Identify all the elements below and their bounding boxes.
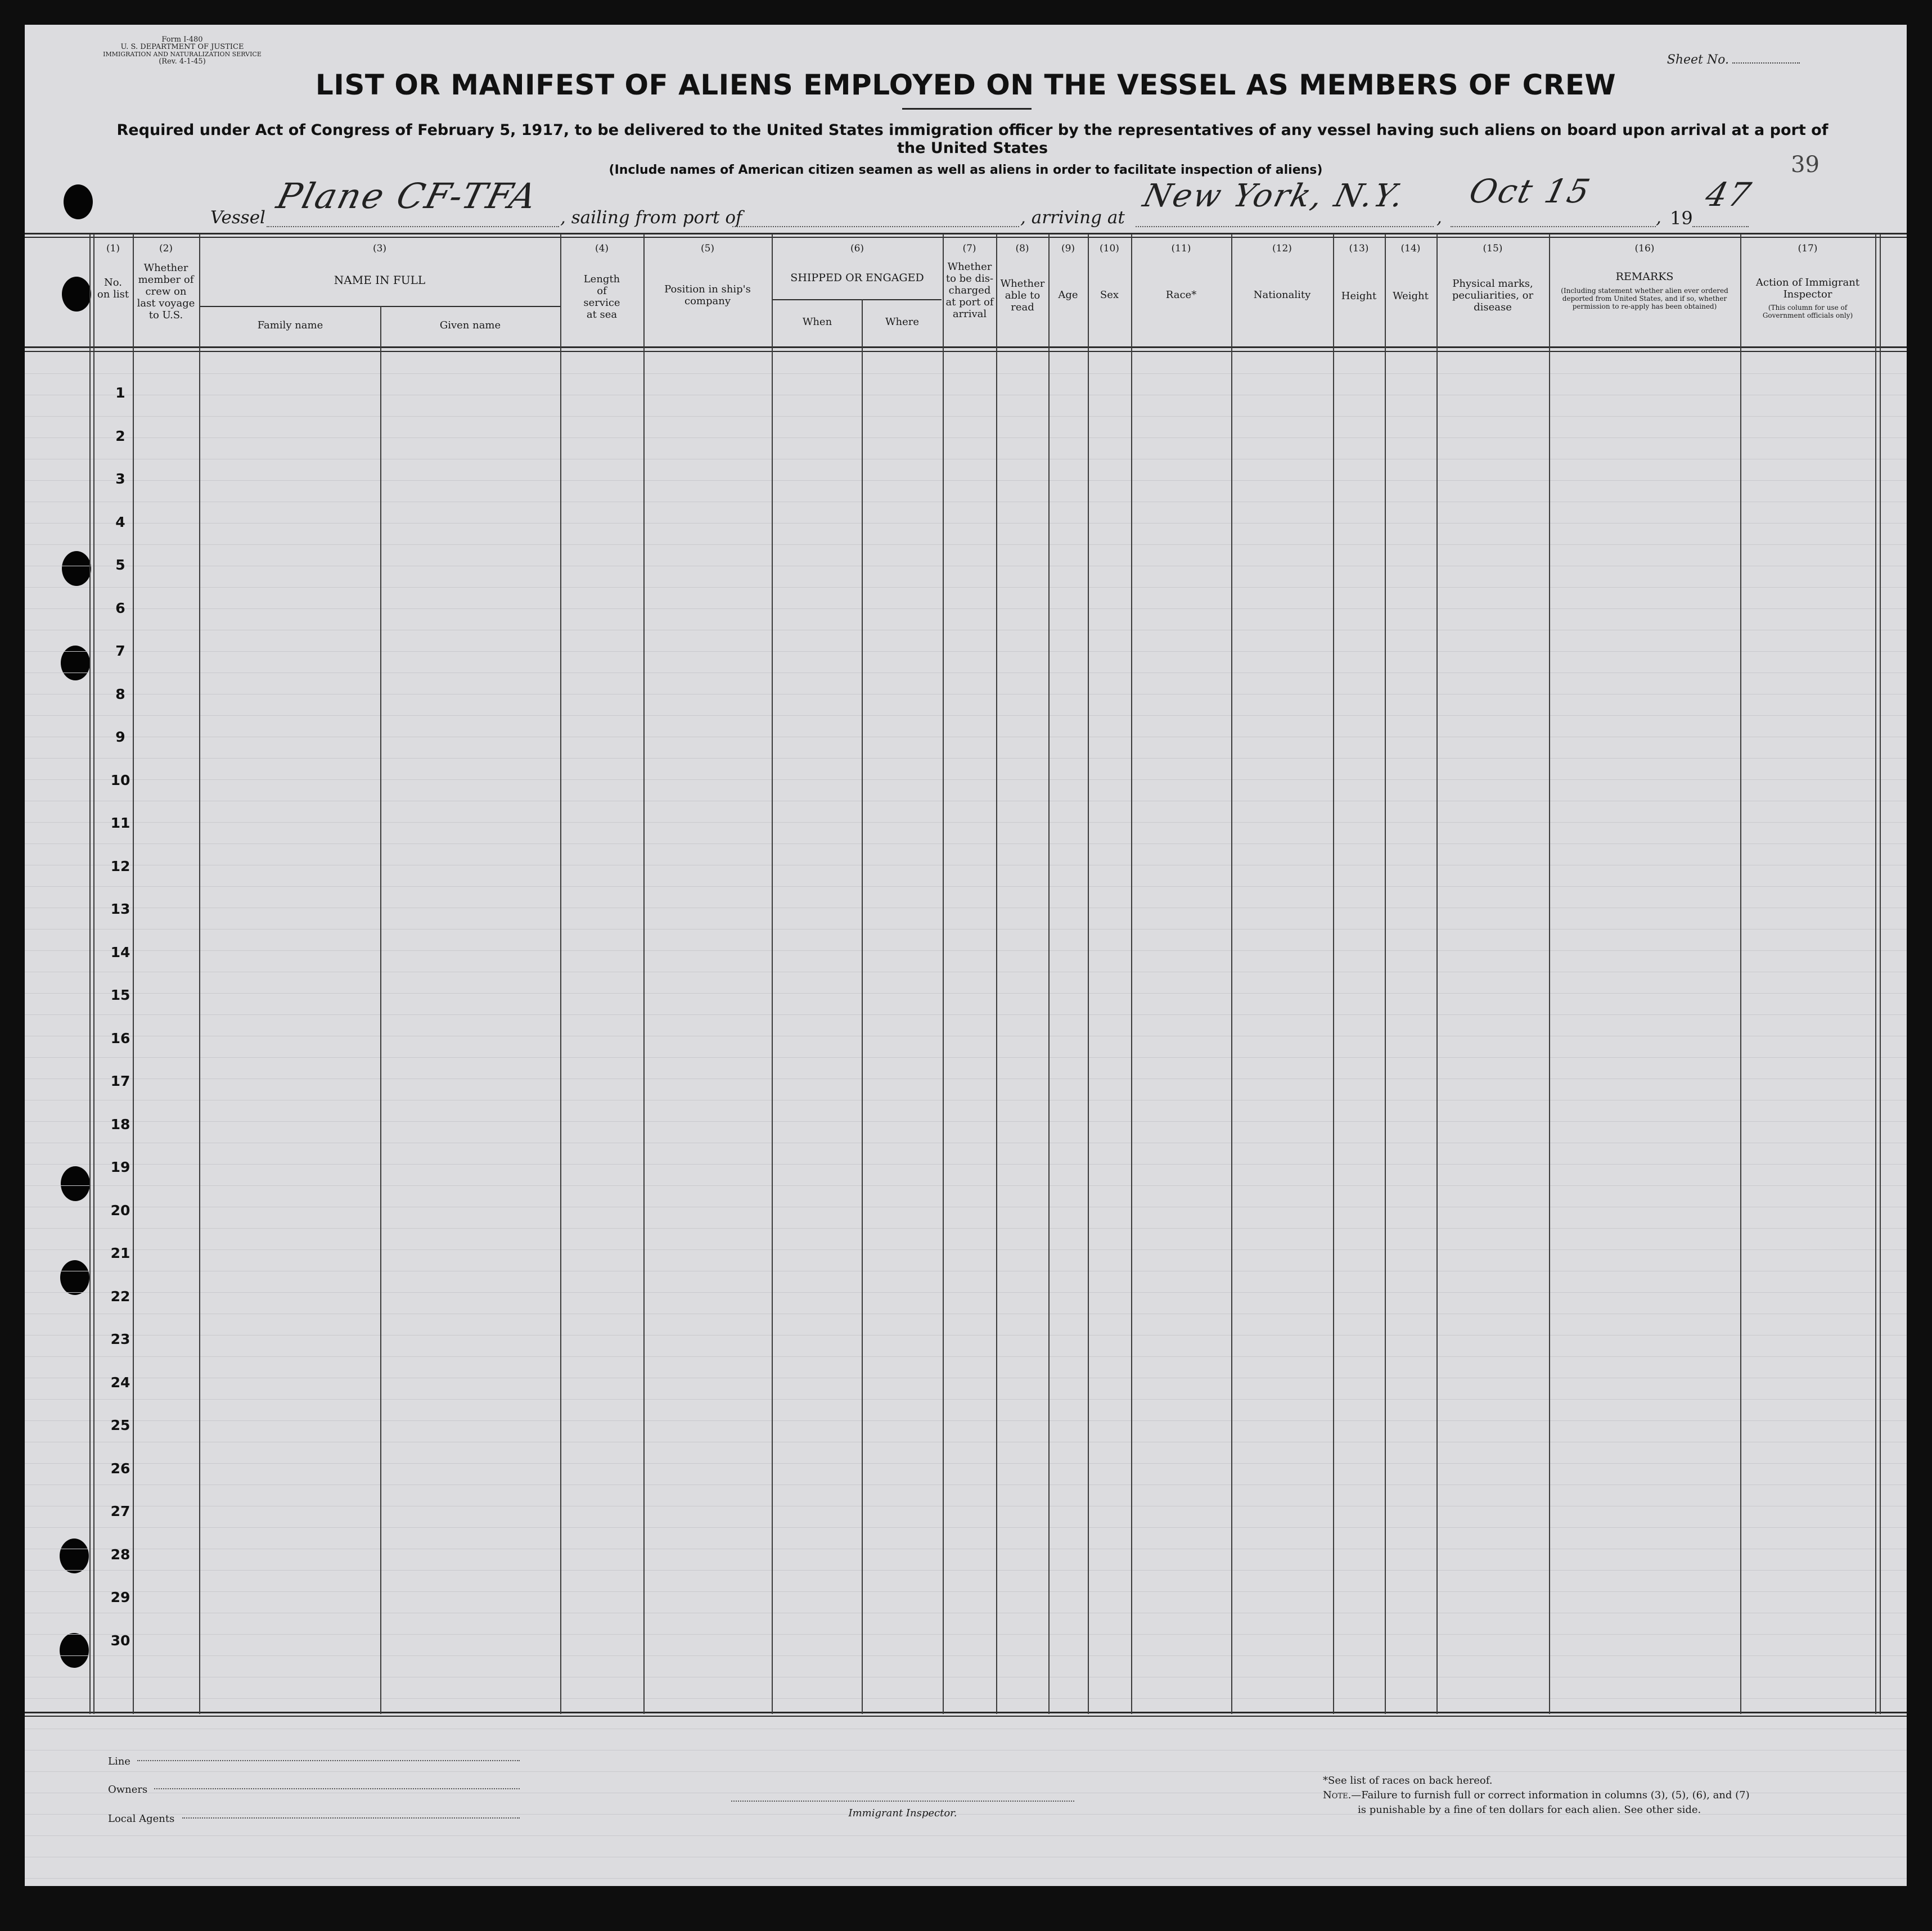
col-divider <box>93 234 94 1714</box>
page-title: LIST OR MANIFEST OF ALIENS EMPLOYED ON THE VESSEL AS MEMBERS OF CREW <box>315 69 1616 101</box>
ruled-line <box>25 1249 1907 1250</box>
col12-number: (12) <box>1272 243 1292 254</box>
vessel-value: Plane CF-TFA <box>272 175 543 216</box>
ruled-line <box>25 523 1907 524</box>
shipped-subheader-rule <box>773 299 942 300</box>
penalty-note-line2: is punishable by a fine of ten dollars for each alien. See other side. <box>1358 1804 1701 1816</box>
ruled-line <box>25 779 1907 780</box>
vessel-label: Vessel <box>210 207 265 228</box>
ruled-line <box>25 1335 1907 1336</box>
col16-number: (16) <box>1634 243 1655 254</box>
row-number: 28 <box>110 1546 130 1563</box>
col3-family-header: Family name <box>257 319 323 331</box>
col-divider <box>643 234 645 1714</box>
col6-number: (6) <box>850 243 864 254</box>
row-number: 23 <box>110 1331 130 1347</box>
col-divider <box>1875 234 1876 1714</box>
ruled-line <box>25 544 1907 545</box>
col17-number: (17) <box>1798 243 1818 254</box>
row-number: 22 <box>110 1288 130 1305</box>
ruled-line <box>25 1655 1907 1656</box>
note-label: Note. <box>1323 1789 1352 1801</box>
form-identifier <box>98 36 267 65</box>
table-top-rule-2 <box>25 237 1907 238</box>
col-divider <box>1880 234 1881 1714</box>
ruled-line <box>25 373 1907 374</box>
col15-header: Physical marks, peculiarities, or disease <box>1452 278 1534 313</box>
col2-header: Whether member of crew on last voyage to U.S. <box>137 262 195 321</box>
punch-hole <box>62 277 91 312</box>
col5-number: (5) <box>700 243 715 254</box>
date-value: Oct 15 <box>1465 172 1596 210</box>
col-divider <box>1436 234 1438 1714</box>
punch-hole <box>60 1260 89 1295</box>
col14-number: (14) <box>1400 243 1421 254</box>
row-number: 21 <box>110 1245 130 1261</box>
ruled-line <box>25 843 1907 844</box>
col3-number: (3) <box>372 243 387 254</box>
col2-number: (2) <box>159 243 173 254</box>
punch-hole <box>60 1539 89 1573</box>
row-number: 14 <box>110 944 130 960</box>
year-comma: , <box>1656 207 1661 228</box>
manifest-page <box>25 25 1907 1886</box>
col8-header: Whether able to read <box>1000 278 1045 313</box>
row-number: 6 <box>115 599 125 616</box>
ruled-line <box>25 1185 1907 1186</box>
ruled-line <box>25 437 1907 438</box>
page-subtitle: Required under Act of Congress of February 5, 1917, to be delivered to the United States immigration officer by the representatives of any vessel having such aliens on board upon arrival at a port of the United States <box>116 121 1829 157</box>
row-number: 7 <box>115 643 125 659</box>
row-number: 26 <box>110 1460 130 1477</box>
sheet-number-field <box>1667 53 1800 67</box>
punch-hole <box>61 1166 90 1201</box>
punch-hole <box>64 184 93 219</box>
col-divider <box>943 234 944 1714</box>
form-agency: U. S. DEPARTMENT OF JUSTICE <box>120 43 244 51</box>
arriving-value: New York, N.Y. <box>1139 178 1409 214</box>
table-bottom-rule <box>25 1712 1907 1713</box>
penalty-note <box>1323 1788 1750 1802</box>
col-divider <box>89 234 91 1714</box>
col6-header: SHIPPED OR ENGAGED <box>790 272 924 284</box>
col-divider <box>1048 234 1050 1714</box>
col12-header: Nationality <box>1253 289 1311 301</box>
col7-header: Whether to be dis-charged at port of arrival <box>945 261 994 320</box>
col-divider <box>1088 234 1089 1714</box>
table-bottom-rule-2 <box>25 1716 1907 1717</box>
ruled-line <box>25 822 1907 823</box>
col3-given-header: Given name <box>439 319 501 331</box>
ruled-line <box>25 929 1907 930</box>
table-top-rule <box>25 233 1907 234</box>
form-service: IMMIGRATION AND NATURALIZATION SERVICE <box>103 51 262 58</box>
footer-line-field <box>137 1760 520 1761</box>
col3-header: NAME IN FULL <box>334 273 426 287</box>
col-divider <box>1333 234 1334 1714</box>
ruled-line <box>25 950 1907 951</box>
col15-number: (15) <box>1483 243 1503 254</box>
races-note: *See list of races on back hereof. <box>1323 1775 1493 1786</box>
col16-header: REMARKS <box>1615 270 1674 283</box>
ruled-line <box>25 758 1907 759</box>
row-number: 12 <box>110 858 130 874</box>
col-divider <box>1385 234 1386 1714</box>
sailing-label: , sailing from port of <box>560 207 742 228</box>
ruled-line <box>25 1835 1907 1836</box>
col7-number: (7) <box>962 243 976 254</box>
ruled-line <box>25 1420 1907 1421</box>
col-divider <box>1231 234 1232 1714</box>
row-number: 29 <box>110 1589 130 1605</box>
row-number: 30 <box>110 1632 130 1649</box>
ruled-line <box>25 1527 1907 1528</box>
row-number: 15 <box>110 987 130 1003</box>
col11-header: Race* <box>1165 289 1197 301</box>
ruled-line <box>25 1356 1907 1357</box>
col17-subheader: (This column for use of Government officials only) <box>1762 304 1853 319</box>
row-number: 8 <box>115 685 125 702</box>
col9-header: Age <box>1058 289 1078 301</box>
ruled-line <box>25 416 1907 417</box>
col-divider <box>199 234 200 1714</box>
col-divider <box>560 234 561 1714</box>
footer-agents-label: Local Agents <box>108 1813 175 1825</box>
row-number: 9 <box>115 729 125 745</box>
sailing-port-field <box>732 210 1019 227</box>
ruled-line <box>25 1014 1907 1015</box>
row-number: 11 <box>110 815 130 831</box>
ruled-line <box>25 1121 1907 1122</box>
sheet-stamp-number: 39 <box>1791 152 1820 178</box>
col4-number: (4) <box>595 243 609 254</box>
ruled-line <box>25 1399 1907 1400</box>
col-divider <box>1740 234 1741 1714</box>
ruled-line <box>25 886 1907 887</box>
col13-number: (13) <box>1349 243 1369 254</box>
col14-header: Weight <box>1393 290 1429 302</box>
col1-number: (1) <box>106 243 120 254</box>
row-number: 25 <box>110 1417 130 1433</box>
row-number: 27 <box>110 1503 130 1519</box>
col10-header: Sex <box>1100 289 1119 301</box>
row-number: 1 <box>115 385 125 401</box>
row-number: 10 <box>110 772 130 788</box>
col11-number: (11) <box>1171 243 1191 254</box>
col13-header: Height <box>1341 290 1377 302</box>
ruled-line <box>25 715 1907 716</box>
ruled-line <box>25 480 1907 481</box>
row-number: 24 <box>110 1374 130 1391</box>
row-number: 13 <box>110 901 130 917</box>
ruled-line <box>25 1164 1907 1165</box>
title-underline <box>902 108 1032 110</box>
col-divider <box>996 234 997 1714</box>
ruled-line <box>25 651 1907 652</box>
col6-when-header: When <box>802 316 832 328</box>
row-number: 18 <box>110 1116 130 1133</box>
ruled-line <box>25 1634 1907 1635</box>
col10-number: (10) <box>1100 243 1119 254</box>
col-divider <box>1131 234 1132 1714</box>
row-number: 16 <box>110 1030 130 1046</box>
row-number: 3 <box>115 471 125 487</box>
year-value: 47 <box>1701 175 1757 214</box>
sheet-label: Sheet No. <box>1667 53 1729 67</box>
footer-owners-label: Owners <box>108 1784 148 1795</box>
row-number: 17 <box>110 1073 130 1089</box>
ruled-line <box>25 1463 1907 1464</box>
footer-owners-field <box>154 1788 520 1789</box>
year-prefix: 19 <box>1670 207 1693 229</box>
inspector-signature-field <box>731 1801 1074 1802</box>
row-number: 5 <box>115 557 125 573</box>
col-divider <box>380 306 381 1714</box>
punch-hole <box>62 551 91 586</box>
ruled-line <box>25 1570 1907 1571</box>
ruled-line <box>25 1698 1907 1699</box>
col1-header: No. on list <box>97 277 129 300</box>
note-text: —Failure to furnish full or correct information in columns (3), (5), (6), and (7) <box>1351 1789 1750 1801</box>
col-divider <box>862 299 863 1714</box>
ruled-line <box>25 608 1907 609</box>
ruled-line <box>25 1591 1907 1592</box>
row-number: 4 <box>115 513 125 530</box>
form-number: Form I-480 <box>161 35 203 44</box>
footer-agents-field <box>182 1817 520 1819</box>
row-number: 2 <box>115 427 125 444</box>
col17-header: Action of Immigrant Inspector <box>1755 277 1860 300</box>
inspector-label: Immigrant Inspector. <box>848 1807 957 1819</box>
col-divider <box>772 234 773 1714</box>
col-divider <box>1549 234 1550 1714</box>
punch-hole <box>60 1633 89 1668</box>
row-number: 20 <box>110 1202 130 1219</box>
col-divider <box>133 234 134 1714</box>
row-number: 19 <box>110 1159 130 1175</box>
ruled-line <box>25 1878 1907 1879</box>
ruled-line <box>25 1228 1907 1229</box>
col9-number: (9) <box>1061 243 1075 254</box>
form-revision: (Rev. 4-1-45) <box>159 57 206 66</box>
ruled-line <box>25 1771 1907 1772</box>
ruled-line <box>25 1057 1907 1058</box>
include-note: (Include names of American citizen seamen as well as aliens in order to facilitate inspection of aliens) <box>609 163 1323 177</box>
ruled-line <box>25 993 1907 994</box>
header-bottom-rule-2 <box>25 351 1907 352</box>
col5-header: Position in ship's company <box>664 283 751 307</box>
ruled-line <box>25 587 1907 588</box>
date-field <box>1451 210 1656 227</box>
ruled-line <box>25 1292 1907 1293</box>
arriving-label: , arriving at <box>1020 207 1125 228</box>
footer-line-label: Line <box>108 1756 130 1767</box>
date-comma: , <box>1436 207 1442 228</box>
col16-subheader: (Including statement whether alien ever ordered deported from United States, and if so, whether permission to re-apply has been obtained) <box>1561 287 1728 310</box>
col4-header: Length of service at sea <box>583 273 620 321</box>
header-bottom-rule <box>25 346 1907 348</box>
col6-where-header: Where <box>885 316 919 328</box>
col8-number: (8) <box>1015 243 1029 254</box>
